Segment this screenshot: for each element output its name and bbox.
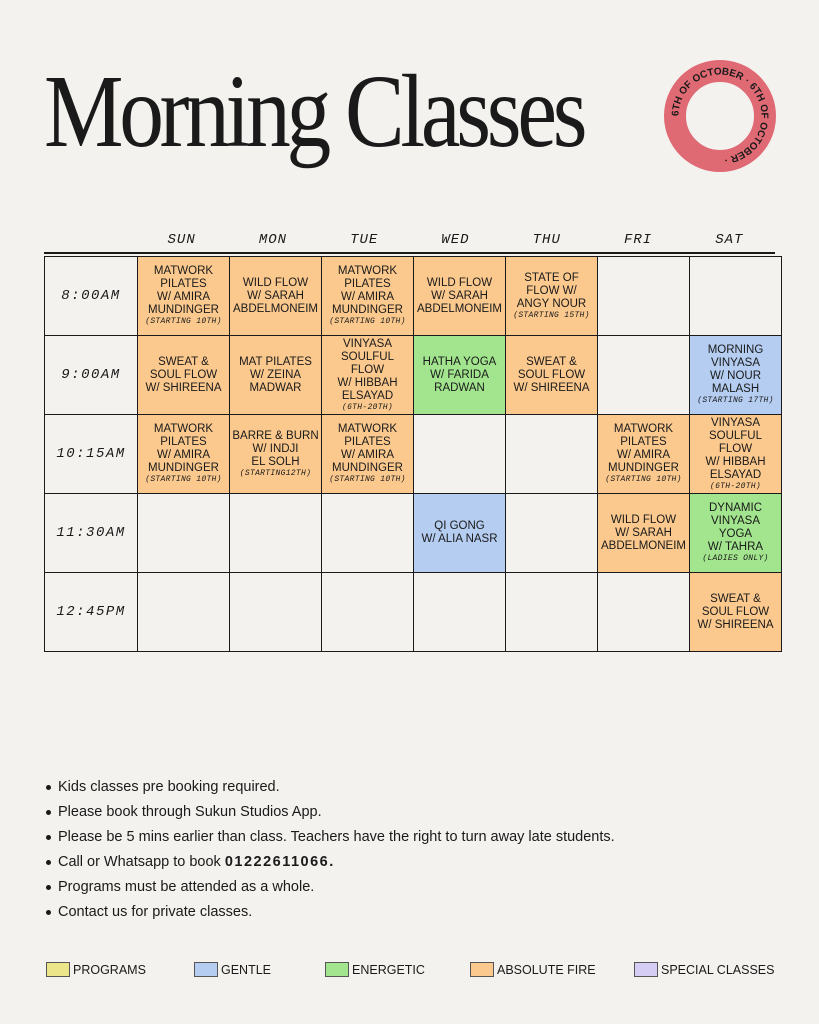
class-line: SOULFUL [340,350,395,363]
class-name [598,423,689,485]
legend-absolute-fire [470,962,596,977]
class-line: WILD FLOW [610,513,677,526]
programs-swatch [46,962,70,977]
schedule-row [45,336,782,415]
class-line: SOUL FLOW [517,368,586,381]
class-note: (STARTING12TH) [239,468,312,478]
legend-gentle [194,962,271,977]
class-line: MATWORK [153,265,214,277]
class-name [690,502,781,564]
class-line: SWEAT & [526,355,577,368]
note-text: Please be 5 mins earlier than class. Teachers have the right to turn away late students. [58,829,615,845]
class-line: YOGA [718,528,753,540]
location-badge [664,60,776,172]
time-slot: 11:30AM [45,494,138,573]
class-cell [598,494,690,573]
class-line: STATE OF [524,271,579,284]
empty-cell [138,494,230,573]
class-line: VINYASA [711,416,760,429]
notes-list [46,775,615,925]
time-slot: 10:15AM [45,415,138,494]
empty-cell [230,494,322,573]
schedule-row [45,257,782,336]
class-line: VINYASA [343,337,392,350]
day-header-row [136,232,775,248]
class-line: MATWORK [337,265,398,277]
class-line: MADWAR [249,381,302,394]
class-line: MUNDINGER [148,462,219,474]
empty-cell [230,573,322,652]
class-line: W/ HIBBAH [705,455,766,468]
empty-cell [414,415,506,494]
class-cell [322,257,414,336]
schedule-row [45,494,782,573]
class-cell [138,415,230,494]
class-cell [230,415,322,494]
note-text: Programs must be attended as a whole. [58,879,315,895]
class-line: MUNDINGER [332,462,403,474]
class-cell [690,494,782,573]
class-line: MUNDINGER [608,462,679,474]
absolute-fire-swatch [470,962,494,977]
legend-label: PROGRAMS [73,962,146,977]
legend-label: ENERGETIC [352,962,425,977]
class-line: PILATES [160,278,207,290]
class-line: VINYASA [711,357,760,369]
class-name [322,265,413,327]
class-line: EL SOLH [251,455,300,468]
class-line: W/ ALIA NASR [421,533,498,545]
legend-special [634,962,774,977]
class-note: (STARTING 10TH) [605,475,682,484]
class-line: W/ NOUR [709,370,762,382]
class-line: MORNING [707,344,764,356]
class-line: PILATES [160,436,207,448]
gentle-swatch [194,962,218,977]
class-cell [690,415,782,494]
class-line: W/ AMIRA [616,449,671,461]
class-line: HATHA YOGA [422,355,497,368]
class-line: PILATES [344,278,391,290]
empty-cell [506,415,598,494]
empty-cell [598,336,690,415]
empty-cell [322,494,414,573]
legend-label: GENTLE [221,962,272,977]
class-line: PILATES [620,436,667,448]
class-note: (LADIES ONLY) [702,554,769,563]
class-line: W/ AMIRA [156,449,211,461]
class-line: SOULFUL [708,429,763,442]
class-line: DYNAMIC [708,502,763,514]
schedule-row [45,415,782,494]
legend-label: SPECIAL CLASSES [661,962,775,977]
empty-cell [506,494,598,573]
day-wed: WED [441,232,470,248]
bullet-icon [46,835,51,840]
note-item [46,875,615,900]
class-note: (STARTING 10TH) [329,475,406,484]
class-note: (6TH-20TH) [341,402,393,412]
class-line: ABDELMONEIM [601,539,686,552]
class-name [230,277,321,316]
bullet-icon [46,785,51,790]
bullet-icon [46,810,51,815]
class-line: FLOW [718,442,753,455]
class-name [138,265,229,327]
class-line: QI GONG [434,520,485,532]
class-line: SWEAT & [710,592,761,605]
class-name [322,338,413,413]
note-text: Contact us for private classes. [58,904,253,920]
day-thu: THU [532,232,561,248]
class-line: ELSAYAD [709,468,762,481]
legend-programs [46,962,146,977]
energetic-swatch [325,962,349,977]
class-cell [690,336,782,415]
class-line: FLOW [350,363,385,376]
class-line: W/ SHIREENA [697,618,774,631]
class-name [690,344,781,406]
empty-cell [690,257,782,336]
note-text: Please book through Sukun Studios App. [58,804,322,820]
class-line: RADWAN [434,381,485,394]
class-name [230,356,321,395]
class-note: (STARTING 10TH) [145,317,222,326]
class-note: (STARTING 17TH) [697,396,774,405]
class-line: MALASH [711,383,760,395]
class-line: VINYASA [711,515,760,527]
time-slot: 9:00AM [45,336,138,415]
class-line: PILATES [344,436,391,448]
class-line: MUNDINGER [148,304,219,316]
class-name [506,272,597,321]
schedule-grid [44,256,782,652]
day-sun: SUN [167,232,196,248]
header-rule [44,252,775,254]
note-item [46,850,615,875]
class-note: (6TH-20TH) [709,481,761,491]
empty-cell [506,573,598,652]
schedule-row [45,573,782,652]
empty-cell [322,573,414,652]
class-line: ABDELMONEIM [233,302,318,315]
class-name [414,277,505,316]
class-line: W/ INDJI [252,442,299,455]
class-name [598,514,689,553]
class-line: W/ FARIDA [430,368,489,381]
class-line: BARRE & BURN [232,429,319,442]
class-cell [322,336,414,415]
class-line: W/ AMIRA [156,291,211,303]
legend-label: ABSOLUTE FIRE [497,962,596,977]
phone-number: 01222611066. [224,854,335,870]
class-name [138,423,229,485]
class-cell [414,257,506,336]
note-item [46,825,615,850]
legend-energetic [325,962,425,977]
class-line: WILD FLOW [242,276,309,289]
class-line: W/ SHIREENA [145,381,222,394]
special-swatch [634,962,658,977]
class-line: W/ AMIRA [340,449,395,461]
legend [46,962,786,980]
class-line: SOUL FLOW [149,368,218,381]
time-slot: 12:45PM [45,573,138,652]
day-mon: MON [258,232,288,248]
class-name [690,593,781,632]
class-name [690,417,781,492]
day-fri: FRI [623,232,653,248]
class-line: W/ TAHRA [707,541,764,553]
class-line: MATWORK [337,423,398,435]
class-cell [138,257,230,336]
time-slot: 8:00AM [45,257,138,336]
class-cell [322,415,414,494]
bullet-icon [46,860,51,865]
empty-cell [138,573,230,652]
class-line: ABDELMONEIM [417,302,502,315]
class-line: W/ HIBBAH [337,376,398,389]
class-line: W/ ZEINA [249,368,302,381]
class-line: MATWORK [153,423,214,435]
note-item [46,775,615,800]
class-cell [506,336,598,415]
class-cell [414,494,506,573]
class-line: W/ SARAH [431,289,488,302]
class-line: SOUL FLOW [701,605,770,618]
class-cell [230,336,322,415]
class-line: W/ SHIREENA [513,381,590,394]
empty-cell [598,573,690,652]
class-name [414,520,505,546]
class-line: W/ AMIRA [340,291,395,303]
class-name [230,430,321,479]
class-line: W/ SARAH [615,526,672,539]
day-tue: TUE [350,232,379,248]
empty-cell [414,573,506,652]
note-item [46,800,615,825]
day-sat: SAT [715,232,744,248]
class-line: MUNDINGER [332,304,403,316]
class-note: (STARTING 10TH) [329,317,406,326]
class-note: (STARTING 15TH) [513,310,590,320]
note-text: Kids classes pre booking required. [58,779,280,795]
class-name [414,356,505,395]
class-line: MAT PILATES [239,355,312,368]
class-name [138,356,229,395]
class-line: SWEAT & [158,355,209,368]
class-line: ELSAYAD [341,389,394,402]
badge-text: 6TH OF OCTOBER · 6TH OF OCTOBER · [670,66,770,166]
page-title: Morning Classes [44,54,584,169]
class-line: ANGY NOUR [516,297,587,310]
class-name [322,423,413,485]
bullet-icon [46,910,51,915]
class-cell [690,573,782,652]
class-line: MATWORK [613,423,674,435]
class-name [506,356,597,395]
note-item [46,900,615,925]
class-line: W/ SARAH [247,289,304,302]
class-cell [506,257,598,336]
bullet-icon [46,885,51,890]
empty-cell [598,257,690,336]
class-cell [230,257,322,336]
class-line: FLOW W/ [526,284,577,297]
class-cell [598,415,690,494]
class-note: (STARTING 10TH) [145,475,222,484]
class-cell [138,336,230,415]
note-text: Call or Whatsapp to book [58,854,225,870]
class-line: WILD FLOW [426,276,493,289]
class-cell [414,336,506,415]
